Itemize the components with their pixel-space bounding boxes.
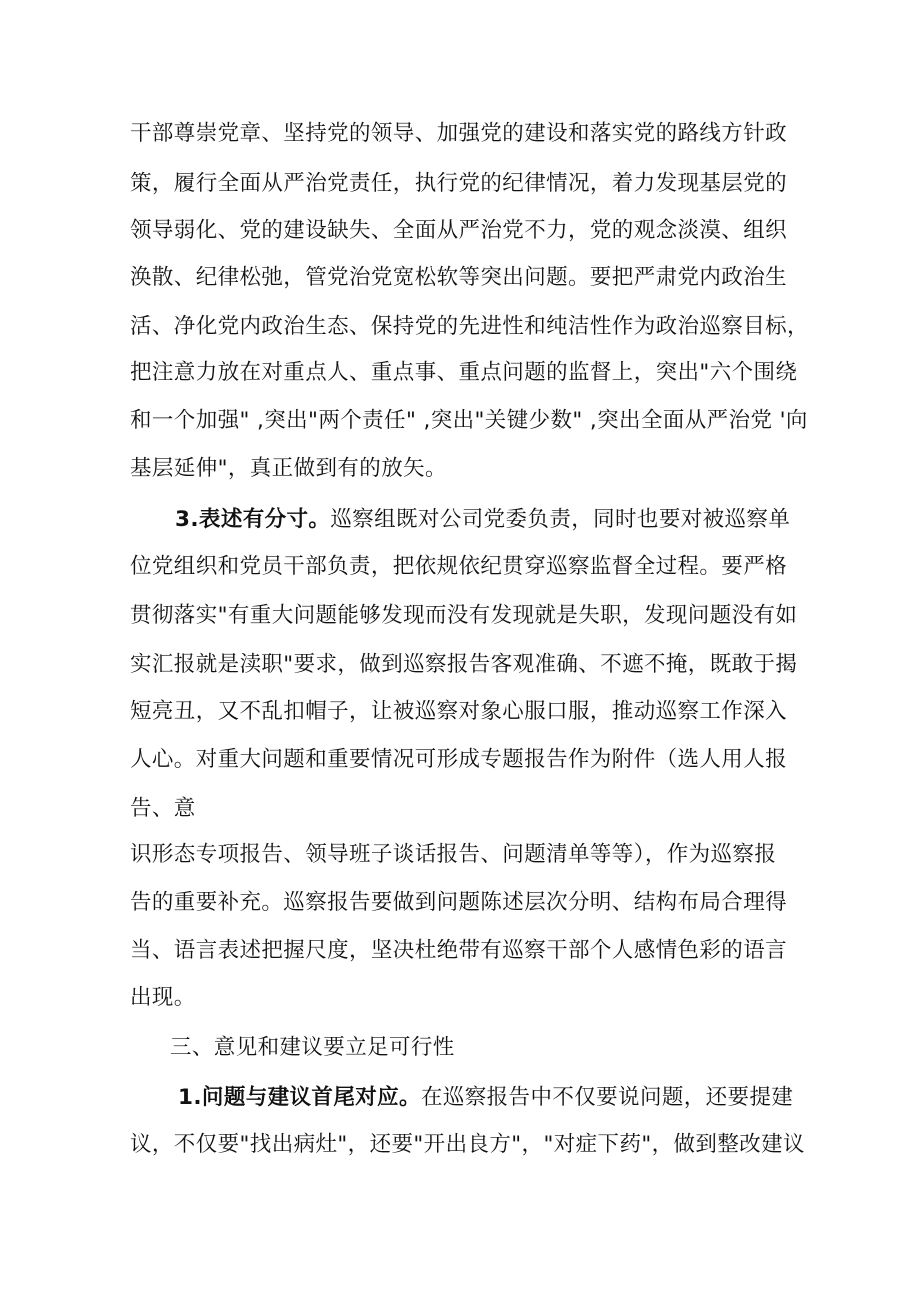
paragraph-line: 和一个加强" ,突出"两个责任" ,突出"关键少数" ,突出全面从严治党 '向 [130,408,808,433]
paragraph-heading: 3.表述有分寸。 [175,507,331,532]
paragraph-line: 位党组织和党员干部负责，把依规依纪贯穿巡察监督全过程。要严格 [130,554,788,579]
paragraph-line: 基层延伸"，真正做到有的放矢。 [130,456,447,481]
paragraph-line: 告、意 [130,796,196,821]
paragraph-first-line [175,502,800,538]
paragraph-line: 识形态专项报告、领导班子谈话报告、问题清单等等），作为巡察报 [130,842,777,867]
paragraph-line: 策，履行全面从严治党责任，执行党的纪律情况，着力发现基层党的 [130,171,788,196]
paragraph-line: 实汇报就是渎职"要求，做到巡察报告客观准确、不遮不掩，既敢于揭 [130,652,798,677]
paragraph-line: 干部尊崇党章、坚持党的领导、加强党的建设和落实党的路线方针政 [130,121,788,146]
section-heading: 三、意见和建议要立足可行性 [170,1035,455,1060]
paragraph-text: 在巡察报告中不仅要说问题，还要提建 [420,1085,794,1110]
paragraph-heading: 1.问题与建议首尾对应。 [178,1085,421,1110]
paragraph-line: 活、净化党内政治生态、保持党的先进性和纯洁性作为政治巡察目标， [130,314,809,339]
paragraph-line: 领导弱化、党的建设缺失、全面从严治党不力，党的观念淡漠、组织 [130,218,788,243]
paragraph-line: 贯彻落实"有重大问题能够发现而没有发现就是失职，发现问题没有如 [130,603,798,628]
paragraph-line: 把注意力放在对重点人、重点事、重点问题的监督上，突出"六个围绕 [130,360,798,385]
paragraph-line: 人心。对重大问题和重要情况可形成专题报告作为附件（选人用人报 [130,747,788,772]
paragraph-line: 短亮丑，又不乱扣帽子，让被巡察对象心服口服，推动巡察工作深入 [130,699,788,724]
paragraph-line: 议，不仅要"找出病灶"，还要"开出良方"，"对症下药"，做到整改建议 [130,1132,805,1157]
paragraph-line: 告的重要补充。巡察报告要做到问题陈述层次分明、结构布局合理得 [130,890,788,915]
paragraph-line: 当、语言表述把握尺度，坚决杜绝带有巡察干部个人感情色彩的语言 [130,938,788,963]
paragraph-line: 出现。 [130,985,196,1010]
paragraph-line: 涣散、纪律松弛，管党治党宽松软等突出问题。要把严肃党内政治生 [130,265,788,290]
paragraph-text: 巡察组既对公司党委负责，同时也要对被巡察单 [330,507,791,532]
paragraph-first-line [178,1080,800,1116]
